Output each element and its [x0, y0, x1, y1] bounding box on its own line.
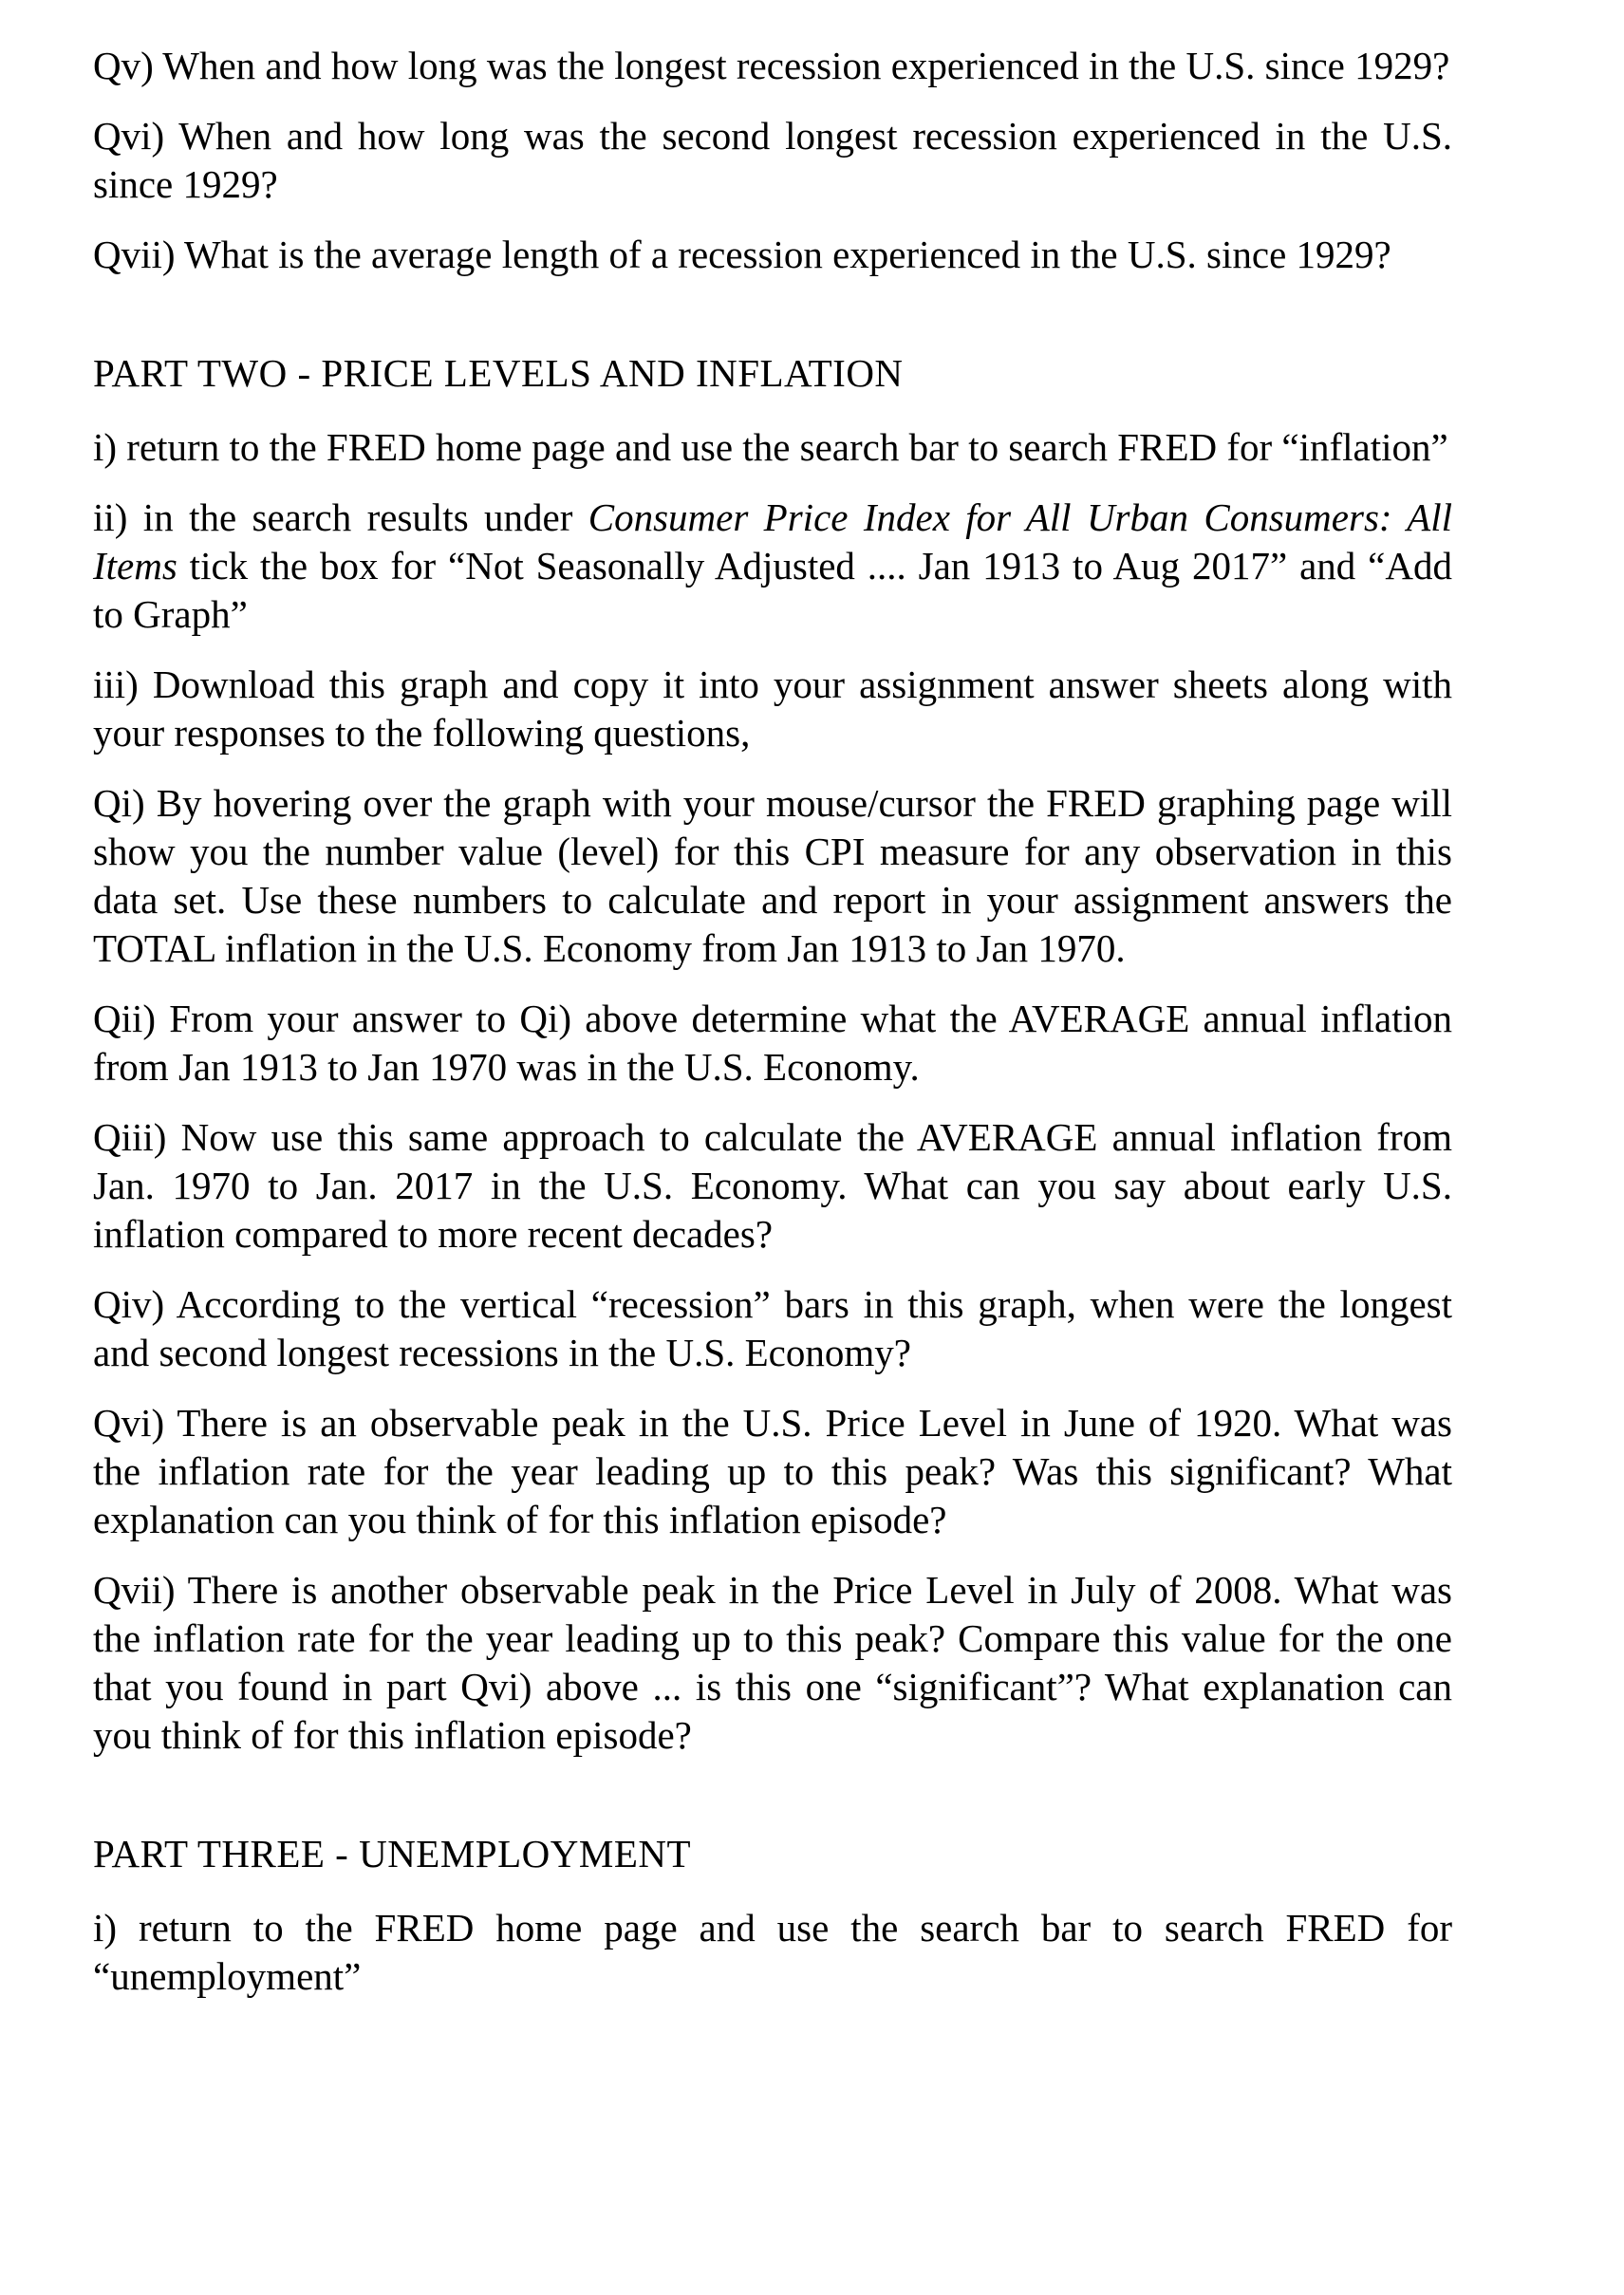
question-qvii-recessions-run-0: Qvii) What is the average length of a recession experienced in the U.S. since 1929?: [93, 233, 1391, 276]
question-qvi-1920-peak: [93, 1399, 1452, 1544]
question-qi-total-inflation: [93, 779, 1452, 973]
question-qi-total-inflation-run-0: Qi) By hovering over the graph with your mouse/cursor the FRED graphing page will show you the number value (level) for this CPI measure for any observation in this data set. Use these numbers to calculate and report in your assignment answers the TOTAL inflation in the U.S. Economy from Jan 1913 to Jan 1970.: [93, 781, 1452, 970]
question-qii-average-inflation-1913-1970: [93, 995, 1452, 1092]
question-qvii-2008-peak: [93, 1566, 1452, 1760]
part-two-heading-run-0: PART TWO - PRICE LEVELS AND INFLATION: [93, 351, 904, 395]
instruction-ii-cpi-add-to-graph: [93, 494, 1452, 639]
instruction-i-unemployment-search: [93, 1904, 1452, 2001]
instruction-iii-download-graph: [93, 661, 1452, 757]
question-qvii-2008-peak-run-0: Qvii) There is another observable peak in the Price Level in July of 2008. What was the inflation rate for the year leading up to this peak? Compare this value for the one that you found in part Qvi) above ... is this one “significant”? What explanation can you think of for this inflation episode?: [93, 1568, 1452, 1757]
instruction-ii-cpi-add-to-graph-run-2: tick the box for “Not Seasonally Adjusted .... Jan 1913 to Aug 2017” and “Add to Graph”: [93, 544, 1452, 636]
question-qiv-recession-bars-run-0: Qiv) According to the vertical “recession” bars in this graph, when were the longest and second longest recessions in the U.S. Economy?: [93, 1282, 1452, 1374]
question-qiii-average-inflation-1970-2017: [93, 1113, 1452, 1259]
instruction-iii-download-graph-run-0: iii) Download this graph and copy it into your assignment answer sheets along with your responses to the following questions,: [93, 662, 1452, 755]
part-three-heading: [93, 1830, 1452, 1878]
question-qiii-average-inflation-1970-2017-run-0: Qiii) Now use this same approach to calculate the AVERAGE annual inflation from Jan. 1970 to Jan. 2017 in the U.S. Economy. What can you say about early U.S. inflation compared to more recent decades?: [93, 1115, 1452, 1256]
question-qvii-recessions: [93, 231, 1452, 279]
question-qiv-recession-bars: [93, 1280, 1452, 1377]
instruction-i-inflation-search-run-0: i) return to the FRED home page and use the search bar to search FRED for “inflation”: [93, 425, 1448, 469]
question-qvi-recessions-run-0: Qvi) When and how long was the second longest recession experienced in the U.S. since 1929?: [93, 114, 1452, 206]
instruction-i-inflation-search: [93, 423, 1452, 472]
question-qv-recessions: [93, 42, 1452, 90]
instruction-i-unemployment-search-run-0: i) return to the FRED home page and use the search bar to search FRED for “unemployment”: [93, 1906, 1452, 1998]
part-two-heading: [93, 349, 1452, 398]
instruction-ii-cpi-add-to-graph-run-0: ii) in the search results under: [93, 495, 588, 539]
instruction-ii-cpi-add-to-graph-run-1: Consumer Price Index for All Urban Consumers: All Items: [93, 495, 1453, 588]
part-three-heading-run-0: PART THREE - UNEMPLOYMENT: [93, 1832, 692, 1875]
question-qv-recessions-run-0: Qv) When and how long was the longest recession experienced in the U.S. since 1929?: [93, 44, 1450, 87]
question-qii-average-inflation-1913-1970-run-0: Qii) From your answer to Qi) above determine what the AVERAGE annual inflation from Jan 1913 to Jan 1970 was in the U.S. Economy.: [93, 997, 1452, 1089]
question-qvi-1920-peak-run-0: Qvi) There is an observable peak in the U.S. Price Level in June of 1920. What was the inflation rate for the year leading up to this peak? Was this significant? What explanation can you think of for this inflation episode?: [93, 1401, 1452, 1541]
question-qvi-recessions: [93, 112, 1452, 209]
